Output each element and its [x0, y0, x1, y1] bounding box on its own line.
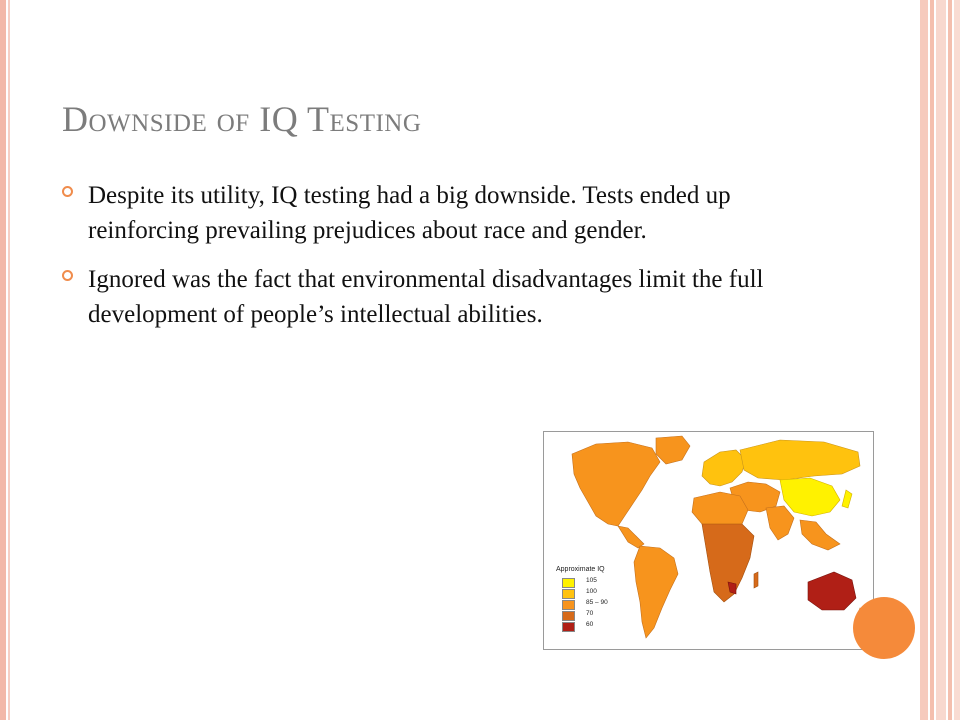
world-iq-map	[543, 431, 874, 650]
legend-title: Approximate IQ	[556, 566, 605, 573]
map-legend	[556, 566, 608, 632]
bullet-marker-icon	[62, 186, 73, 197]
legend-swatch	[562, 611, 575, 621]
legend-row	[556, 577, 605, 588]
bullet-list	[62, 178, 822, 346]
legend-label: 70	[586, 610, 594, 617]
legend-row	[556, 599, 608, 610]
bullet-marker-icon	[62, 270, 73, 281]
map-region-east-asia	[780, 478, 840, 516]
map-region-europe	[702, 450, 746, 486]
legend-row	[556, 610, 605, 621]
map-region-japan	[842, 490, 852, 508]
map-region-madagascar	[754, 572, 758, 588]
map-region-southeast-asia	[800, 520, 840, 550]
map-region-greenland	[656, 436, 690, 464]
decorative-orange-circle	[853, 597, 915, 659]
slide-title: Downside of IQ Testing	[62, 99, 422, 139]
map-region-north-america	[572, 442, 660, 526]
map-region-north-africa	[692, 492, 748, 528]
legend-swatch	[562, 589, 575, 599]
bullet-item	[62, 262, 822, 332]
legend-swatch	[562, 600, 575, 610]
legend-label: 60	[586, 621, 594, 628]
legend-row	[556, 621, 605, 632]
bullet-item	[62, 178, 822, 248]
map-region-south-asia	[766, 506, 794, 540]
left-frame-border	[0, 0, 6, 720]
legend-swatch	[562, 622, 575, 632]
bullet-text: Despite its utility, IQ testing had a big downside. Tests ended up reinforcing prevailing prejudices about race and gender.	[88, 182, 731, 244]
bullet-text: Ignored was the fact that environmental disadvantages limit the full development of people’s intellectual abilities.	[88, 266, 764, 328]
legend-label: 85 – 90	[586, 599, 608, 606]
map-region-north-asia	[740, 440, 860, 480]
legend-label: 100	[586, 588, 597, 595]
map-region-central-america	[618, 526, 644, 548]
legend-row	[556, 588, 605, 599]
map-region-subsaharan-africa	[702, 524, 754, 602]
map-region-australia	[808, 572, 856, 610]
legend-swatch	[562, 578, 575, 588]
legend-label: 105	[586, 577, 597, 584]
right-decorative-stripes	[920, 0, 960, 720]
map-region-south-america	[634, 546, 678, 638]
